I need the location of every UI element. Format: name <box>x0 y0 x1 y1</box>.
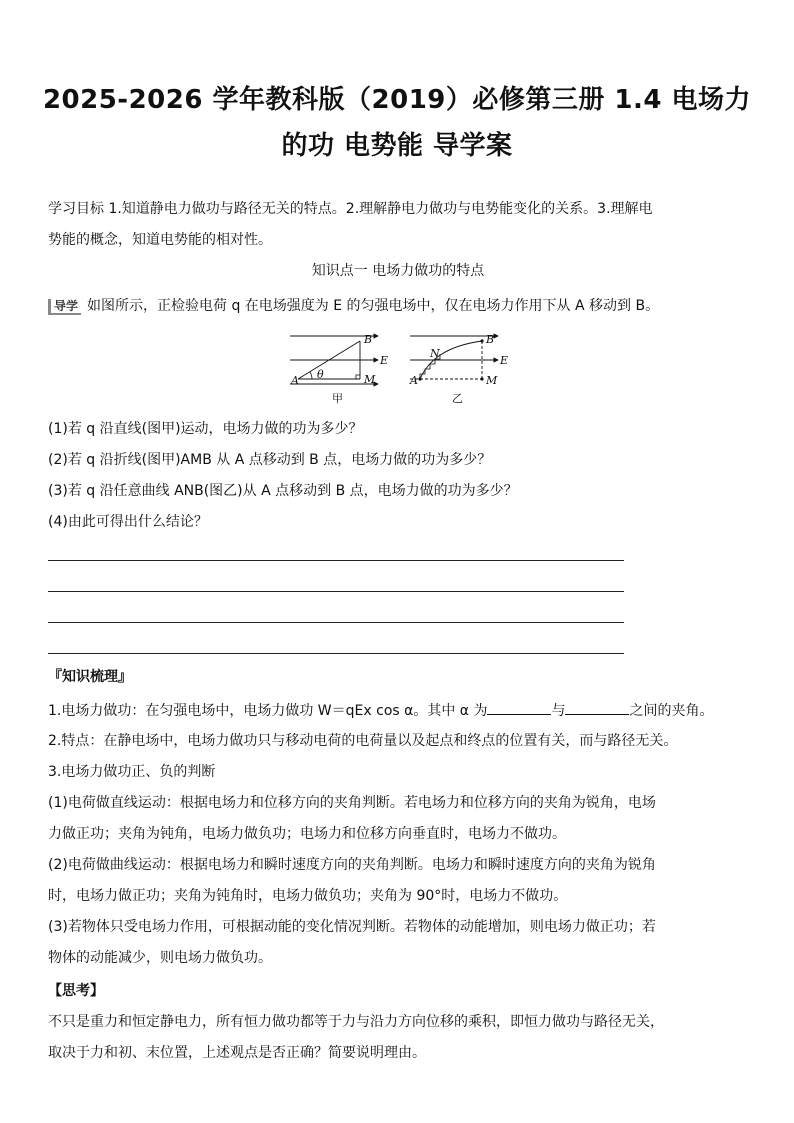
learning-objectives-line-2: 势能的概念，知道电势能的相对性。 <box>48 232 272 248</box>
section-heading: 知识点一 电场力做功的特点 <box>311 263 485 279</box>
document-title-line-2: 的功 电势能 导学案 <box>281 131 513 161</box>
knowledge-point-1-text-c: 之间的夹角。 <box>629 703 714 719</box>
label-A-left: A <box>291 374 299 387</box>
knowledge-point-4-line-1: (1)电荷做直线运动：根据电场力和位移方向的夹角判断。若电场力和位移方向的夹角为锐角，电场 <box>48 795 656 811</box>
label-E-right: E <box>500 354 509 367</box>
guide-paragraph <box>48 296 748 316</box>
question-2: (2)若 q 沿折线(图甲)AMB 从 A 点移动到 B 点，电场力做的功为多少？ <box>48 452 492 468</box>
learning-objectives-line-1: 学习目标 1.知道静电力做功与路径无关的特点。2.理解静电力做功与电势能变化的关系。3.理解电 <box>48 201 653 217</box>
think-heading: 【思考】 <box>48 983 104 999</box>
label-theta: θ <box>317 368 324 381</box>
field-figure <box>280 326 520 408</box>
guide-tag: 导学 <box>48 299 81 315</box>
knowledge-point-5-line-1: (2)电荷做曲线运动：根据电场力和瞬时速度方向的夹角判断。电场力和瞬时速度方向的夹角为锐角 <box>48 857 656 873</box>
answer-line[interactable] <box>48 653 624 654</box>
knowledge-point-1 <box>48 700 748 721</box>
document-title-line-1: 2025-2026 学年教科版（2019）必修第三册 1.4 电场力 <box>42 85 752 115</box>
knowledge-heading: 『知识梳理』 <box>48 669 132 685</box>
fill-blank[interactable] <box>487 700 551 715</box>
knowledge-point-1-text-b: 与 <box>551 703 566 719</box>
knowledge-point-6-line-2: 物体的动能减少，则电场力做负功。 <box>48 950 272 966</box>
answer-line[interactable] <box>48 622 624 623</box>
figure-right <box>409 333 508 405</box>
label-B-left: B <box>364 333 373 346</box>
label-A-right: A <box>410 374 418 387</box>
answer-line[interactable] <box>48 591 624 592</box>
knowledge-point-2: 2.特点：在静电场中，电场力做功只与移动电荷的电荷量以及起点和终点的位置有关，而与路径无关。 <box>48 733 678 749</box>
label-N-right: N <box>430 347 440 360</box>
knowledge-point-3: 3.电场力做功正、负的判断 <box>48 764 216 780</box>
question-3: (3)若 q 沿任意曲线 ANB(图乙)从 A 点移动到 B 点，电场力做的功为多少？ <box>48 483 518 499</box>
caption-right: 乙 <box>452 392 463 405</box>
knowledge-point-4-line-2: 力做正功；夹角为钝角，电场力做负功；电场力和位移方向垂直时，电场力不做功。 <box>48 826 566 842</box>
question-4: (4)由此可得出什么结论？ <box>48 514 208 530</box>
knowledge-point-1-text-a: 1.电场力做功：在匀强电场中，电场力做功 W＝qEx cos α。其中 α 为 <box>48 703 488 719</box>
guide-text: 如图所示，正检验电荷 q 在电场强度为 E 的匀强电场中，仅在电场力作用下从 A 移动到 B。 <box>87 298 660 314</box>
label-M-left: M <box>364 373 376 386</box>
label-E-left: E <box>380 354 389 367</box>
question-1: (1)若 q 沿直线(图甲)运动，电场力做的功为多少？ <box>48 421 363 437</box>
fill-blank[interactable] <box>565 700 629 715</box>
label-B-right: B <box>486 333 495 346</box>
knowledge-point-5-line-2: 时，电场力做正功；夹角为钝角时，电场力做负功；夹角为 90°时，电场力不做功。 <box>48 888 568 904</box>
think-line-1: 不只是重力和恒定静电力，所有恒力做功都等于力与沿力方向位移的乘积，即恒力做功与路径无关， <box>48 1014 664 1030</box>
figure-left <box>290 333 388 405</box>
think-line-2: 取决于力和初、末位置，上述观点是否正确？简要说明理由。 <box>48 1045 426 1061</box>
caption-left: 甲 <box>332 392 343 405</box>
label-M-right: M <box>486 374 498 387</box>
knowledge-point-6-line-1: (3)若物体只受电场力作用，可根据动能的变化情况判断。若物体的动能增加，则电场力做正功；若 <box>48 919 656 935</box>
answer-line[interactable] <box>48 560 624 561</box>
